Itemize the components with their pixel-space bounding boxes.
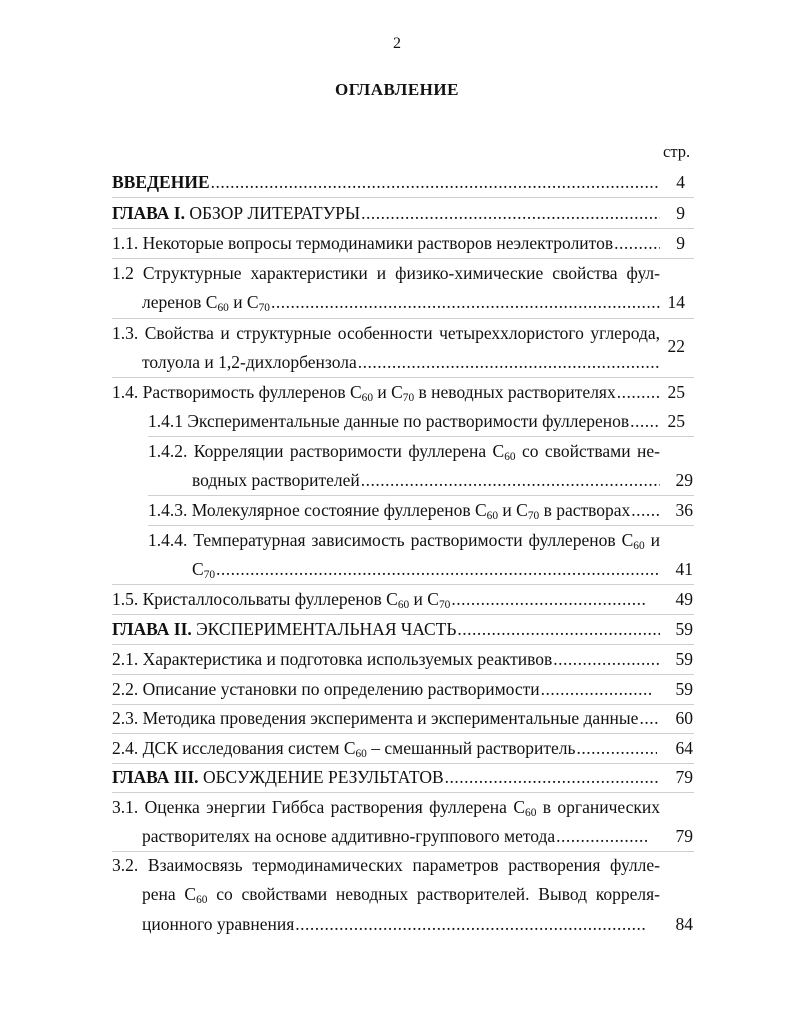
divider [112,851,694,852]
divider [112,644,694,645]
toc-entry-1-5[interactable] [112,589,647,610]
toc-entry-introduction[interactable] [112,172,660,193]
leader-dots [361,203,660,224]
toc-page-number: 29 [675,470,693,490]
page-title: ОГЛАВЛЕНИЕ [335,80,459,99]
page-number: 2 [393,35,401,52]
toc-entry-label: 1.4.3. Молекулярное состояние фуллеренов С [148,500,487,520]
leader-dots [457,619,660,640]
chapter-title: ОБЗОР ЛИТЕРАТУРЫ [184,203,361,223]
leader-dots [451,589,647,610]
toc-page-number: 36 [675,500,693,520]
toc-entry-label: и С [409,589,439,609]
toc-entry-3-1-line1[interactable] [112,797,660,818]
toc-entry-3-2-line2[interactable] [142,884,660,905]
subscript: 70 [527,509,540,522]
toc-entry-label: в неводных растворителях [414,382,616,402]
chapter-number: ГЛАВА I. [112,203,185,223]
toc-entry-chapter-2[interactable] [112,619,660,640]
toc-page-number: 64 [675,738,693,758]
toc-entry-label: в растворах [539,500,631,520]
toc-entry-1-3[interactable] [142,352,660,373]
toc-entry-label: и [644,530,660,550]
toc-entry-2-1[interactable] [112,649,660,670]
toc-entry-label: 2.4. ДСК исследования систем С [112,738,356,758]
divider [112,614,694,615]
leader-dots [541,679,652,700]
divider [112,674,694,675]
divider [112,197,694,198]
toc-entry-label: 2.2. Описание установки по определению растворимости [112,679,540,699]
toc-entry-label: водных растворителей [192,470,360,490]
divider [148,525,694,526]
leader-dots [553,649,660,670]
toc-entry-label: в органических [536,797,660,817]
chapter-number: ГЛАВА II. [112,619,192,639]
toc-entry-2-2[interactable] [112,679,652,700]
toc-entry-label: 1.4.4. Температурная зависимость растворимости фуллеренов С [148,530,634,550]
toc-page-number: 9 [676,233,685,253]
leader-dots [358,352,660,373]
toc-entry-label: рена С [142,884,197,904]
toc-entry-label: 1.4.1 Экспериментальные данные по растворимости фуллеренов [148,411,630,431]
divider [112,704,694,705]
toc-page-number: 22 [667,336,685,356]
subscript: 60 [504,450,516,463]
leader-dots [556,826,647,847]
toc-page-number: 59 [675,679,693,699]
toc-entry-label: 1.5. Кристаллосольваты фуллеренов С [112,589,398,609]
toc-entry-label: 2.1. Характеристика и подготовка используемых реактивов [112,649,553,669]
toc-page-number: 25 [667,382,685,402]
toc-entry-1-1[interactable] [112,233,660,254]
leader-dots [577,738,657,759]
toc-entry-label: ционного уравнения [142,914,295,934]
toc-entry-3-1[interactable] [142,826,647,847]
toc-entry-chapter-3[interactable] [112,767,660,788]
divider [112,258,694,259]
subscript: 60 [355,747,367,760]
toc-entry-1-4-1[interactable] [148,411,660,432]
toc-entry-1-4-4-line1[interactable] [148,530,660,551]
divider [112,377,694,378]
toc-entry-label: и С [373,382,403,402]
toc-entry-3-2[interactable] [142,914,647,935]
divider [112,763,694,764]
subscript: 60 [196,893,208,906]
subscript: 60 [633,539,645,552]
toc-entry-label: 1.4.2. Корреляции растворимости фуллерена С [148,441,505,461]
toc-entry-1-4[interactable] [112,382,660,403]
toc-entry-label: со свойствами неводных растворителей. Вывод корреля- [207,884,660,904]
subscript: 60 [486,509,499,522]
toc-page-number: 79 [675,767,693,787]
subscript: 70 [203,568,216,581]
leader-dots [361,470,660,491]
toc-page-number: 4 [676,172,685,192]
chapter-title: ЭКСПЕРИМЕНТАЛЬНАЯ ЧАСТЬ [191,619,457,639]
divider [112,584,694,585]
toc-page-number: 59 [675,619,693,639]
toc-entry-1-2[interactable] [142,292,660,313]
toc-entry-label: толуола и 1,2-дихлорбензола [142,352,357,372]
toc-page-number: 60 [675,708,693,728]
divider [112,733,694,734]
subscript: 70 [258,301,270,314]
toc-entry-1-4-2[interactable] [192,470,660,491]
toc-entry-3-2-line1[interactable]: 3.2. Взаимосвязь термодинамических параметров растворения фулле- [112,855,660,875]
leader-dots [271,292,660,313]
subscript: 60 [217,301,229,314]
subscript: 70 [438,598,451,611]
leader-dots [216,559,660,580]
chapter-title: ОБСУЖДЕНИЕ РЕЗУЛЬТАТОВ [198,767,444,787]
toc-page-number: 79 [675,826,693,846]
toc-entry-2-3[interactable] [112,708,660,729]
toc-entry-label: растворителях на основе аддитивно-группового метода [142,826,556,846]
toc-entry-label: – смешанный растворитель [366,738,576,758]
toc-entry-1-4-3[interactable] [148,500,660,521]
toc-entry-chapter-1[interactable] [112,203,660,224]
toc-entry-label: и С [228,292,259,312]
subscript: 60 [397,598,410,611]
toc-entry-label: 3.1. Оценка энергии Гиббса растворения фуллерена С [112,797,526,817]
divider [112,318,694,319]
divider [112,792,694,793]
toc-entry-label: 2.3. Методика проведения эксперимента и экспериментальные данные [112,708,639,728]
toc-entry-label: леренов С [142,292,218,312]
divider [148,436,694,437]
toc-entry-label: и С [498,500,528,520]
divider [148,495,694,496]
toc-entry-label: ВВЕДЕНИЕ [112,172,210,192]
toc-entry-1-2-line1[interactable]: 1.2 Структурные характеристики и физико-химические свойства фул- [112,263,660,283]
page-column-header: стр. [663,142,691,161]
toc-page-number: 25 [667,411,685,431]
toc-entry-label: С [192,559,204,579]
toc-entry-1-4-2-line1[interactable] [148,441,660,462]
toc-page-number: 41 [675,559,693,579]
toc-entry-label: со свойствами не- [515,441,660,461]
leader-dots [295,914,647,935]
toc-entry-label: 1.4. Растворимость фуллеренов С [112,382,362,402]
leader-dots [211,172,660,193]
subscript: 60 [525,806,537,819]
toc-entry-1-3-line1[interactable]: 1.3. Свойства и структурные особенности четыреххлористого углерода, [112,323,660,343]
toc-page-number: 9 [676,203,685,223]
leader-dots [445,767,660,788]
chapter-number: ГЛАВА III. [112,767,199,787]
divider [112,228,694,229]
subscript: 60 [361,391,373,404]
subscript: 70 [402,391,415,404]
toc-entry-label: 1.1. Некоторые вопросы термодинамики растворов неэлектролитов [112,233,614,253]
toc-entry-2-4[interactable] [112,738,657,759]
toc-page-number: 49 [675,589,693,609]
toc-entry-1-4-4[interactable] [192,559,660,580]
toc-page-number: 14 [667,292,685,312]
toc-page-number: 59 [675,649,693,669]
toc-page-number: 84 [675,914,693,934]
